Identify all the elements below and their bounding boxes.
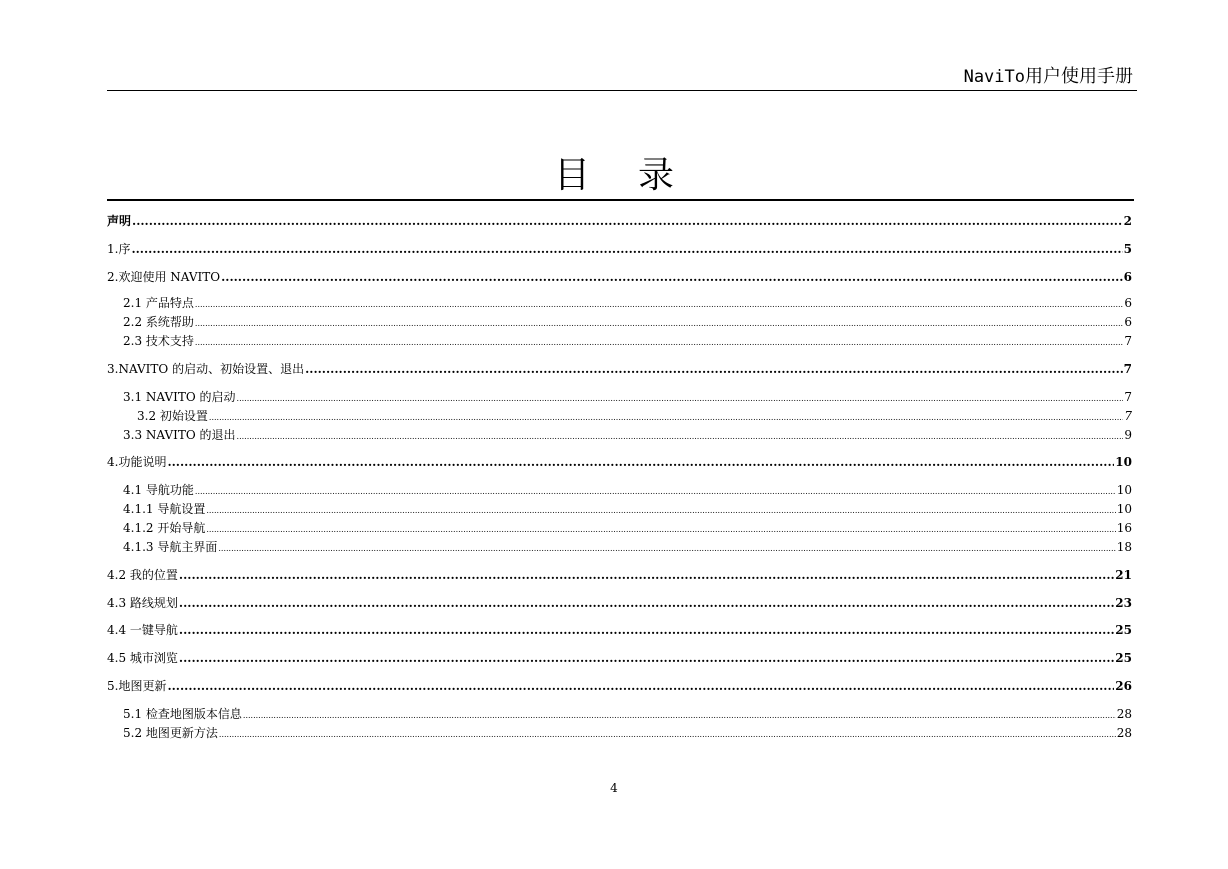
toc-leader (179, 567, 1114, 583)
toc-entry-label: 4.2 我的位置 (107, 568, 178, 582)
toc-leader (179, 595, 1114, 611)
toc-entry-page: 6 (1123, 270, 1132, 284)
toc-leader (195, 295, 1123, 313)
toc-entry-statement[interactable] (107, 213, 1132, 229)
toc-entry-label: 4.功能说明 (107, 455, 167, 469)
toc-leader (219, 725, 1116, 743)
toc-leader (131, 241, 1122, 257)
toc-title-rule (107, 199, 1134, 201)
toc-entry-page: 7 (1124, 409, 1132, 423)
toc-leader (243, 706, 1116, 724)
toc-entry-page: 7 (1123, 362, 1132, 376)
toc-title: 目录 (553, 155, 722, 196)
toc-entry-4-1-1[interactable] (107, 501, 1132, 519)
toc-entry-label: 声明 (107, 214, 132, 228)
toc-entry-2-3[interactable] (107, 333, 1132, 351)
toc-entry-3-2[interactable] (107, 408, 1132, 426)
toc-entry-label: 2.1 产品特点 (123, 296, 194, 310)
toc-entry-1[interactable] (107, 241, 1132, 257)
toc-leader (206, 520, 1115, 538)
toc-entry-4[interactable] (107, 454, 1132, 470)
toc-entry-label: 3.1 NAVITO 的启动 (123, 390, 236, 404)
toc-entry-page: 6 (1124, 315, 1132, 329)
toc-leader (195, 333, 1123, 351)
toc-entry-page: 10 (1115, 455, 1132, 469)
toc-entry-page: 16 (1116, 521, 1132, 535)
toc-entry-3-1[interactable] (107, 389, 1132, 407)
toc-leader (221, 269, 1123, 285)
toc-entry-label: 2.3 技术支持 (123, 334, 194, 348)
toc-entry-label: 4.4 一键导航 (107, 623, 178, 637)
toc-leader (237, 427, 1124, 445)
toc-entry-label: 4.1.2 开始导航 (123, 521, 206, 535)
toc-leader (195, 482, 1116, 500)
toc-entry-2-2[interactable] (107, 314, 1132, 332)
toc-entry-4-4[interactable] (107, 622, 1132, 638)
toc-entry-label: 3.2 初始设置 (137, 409, 208, 423)
toc-entry-5-2[interactable] (107, 725, 1132, 743)
toc-leader (237, 389, 1124, 407)
page-header (107, 62, 1137, 91)
toc-entry-page: 10 (1116, 483, 1132, 497)
toc-leader (167, 454, 1114, 470)
toc-entry-page: 28 (1116, 707, 1132, 721)
toc-entry-2[interactable] (107, 269, 1132, 285)
toc-entry-label: 2.欢迎使用 NAVITO (107, 270, 221, 284)
toc-leader (206, 501, 1115, 519)
toc-entry-label: 4.1.1 导航设置 (123, 502, 206, 516)
toc-entry-5[interactable] (107, 678, 1132, 694)
toc-leader (179, 622, 1114, 638)
toc-entry-label: 1.序 (107, 242, 131, 256)
toc-entry-page: 26 (1115, 679, 1132, 693)
toc-entry-page: 25 (1115, 623, 1132, 637)
toc-entry-page: 5 (1123, 242, 1132, 256)
toc-leader (305, 361, 1123, 377)
toc-entry-page: 23 (1115, 596, 1132, 610)
toc-entry-3[interactable] (107, 361, 1132, 377)
toc-entry-label: 5.1 检查地图版本信息 (123, 707, 242, 721)
toc-entry-3-3[interactable] (107, 427, 1132, 445)
toc-entry-page: 28 (1116, 726, 1132, 740)
toc-entry-label: 2.2 系统帮助 (123, 315, 194, 329)
toc-leader (195, 314, 1123, 332)
toc-entry-label: 3.3 NAVITO 的退出 (123, 428, 236, 442)
toc-leader (179, 650, 1114, 666)
toc-leader (218, 539, 1115, 557)
toc-entry-page: 10 (1116, 502, 1132, 516)
toc-entry-5-1[interactable] (107, 706, 1132, 724)
toc-leader (132, 213, 1123, 229)
toc-entry-4-5[interactable] (107, 650, 1132, 666)
toc-entry-label: 3.NAVITO 的启动、初始设置、退出 (107, 362, 305, 376)
toc-leader (167, 678, 1114, 694)
toc-entry-4-1-3[interactable] (107, 539, 1132, 557)
toc-entry-page: 7 (1124, 390, 1132, 404)
toc-entry-page: 6 (1124, 296, 1132, 310)
header-title-suffix: 用户使用手册 (1025, 66, 1133, 87)
toc-entry-page: 7 (1124, 334, 1132, 348)
toc-entry-label: 4.1.3 导航主界面 (123, 540, 218, 554)
toc-entry-page: 18 (1116, 540, 1132, 554)
header-brand: NaviTo (963, 67, 1025, 87)
toc-entry-page: 21 (1115, 568, 1132, 582)
toc-entry-4-3[interactable] (107, 595, 1132, 611)
toc-entry-4-1[interactable] (107, 482, 1132, 500)
toc-entry-2-1[interactable] (107, 295, 1132, 313)
toc-entry-label: 4.1 导航功能 (123, 483, 194, 497)
toc-entry-4-2[interactable] (107, 567, 1132, 583)
toc-entry-page: 2 (1123, 214, 1132, 228)
toc-leader (209, 408, 1123, 426)
toc-entry-page: 9 (1124, 428, 1132, 442)
toc-entry-label: 5.地图更新 (107, 679, 167, 693)
toc-entry-label: 5.2 地图更新方法 (123, 726, 218, 740)
header-title (964, 62, 1133, 88)
toc-entry-label: 4.3 路线规划 (107, 596, 178, 610)
toc-entry-label: 4.5 城市浏览 (107, 651, 178, 665)
page-number: 4 (610, 781, 618, 795)
toc-entry-4-1-2[interactable] (107, 520, 1132, 538)
toc-entry-page: 25 (1115, 651, 1132, 665)
